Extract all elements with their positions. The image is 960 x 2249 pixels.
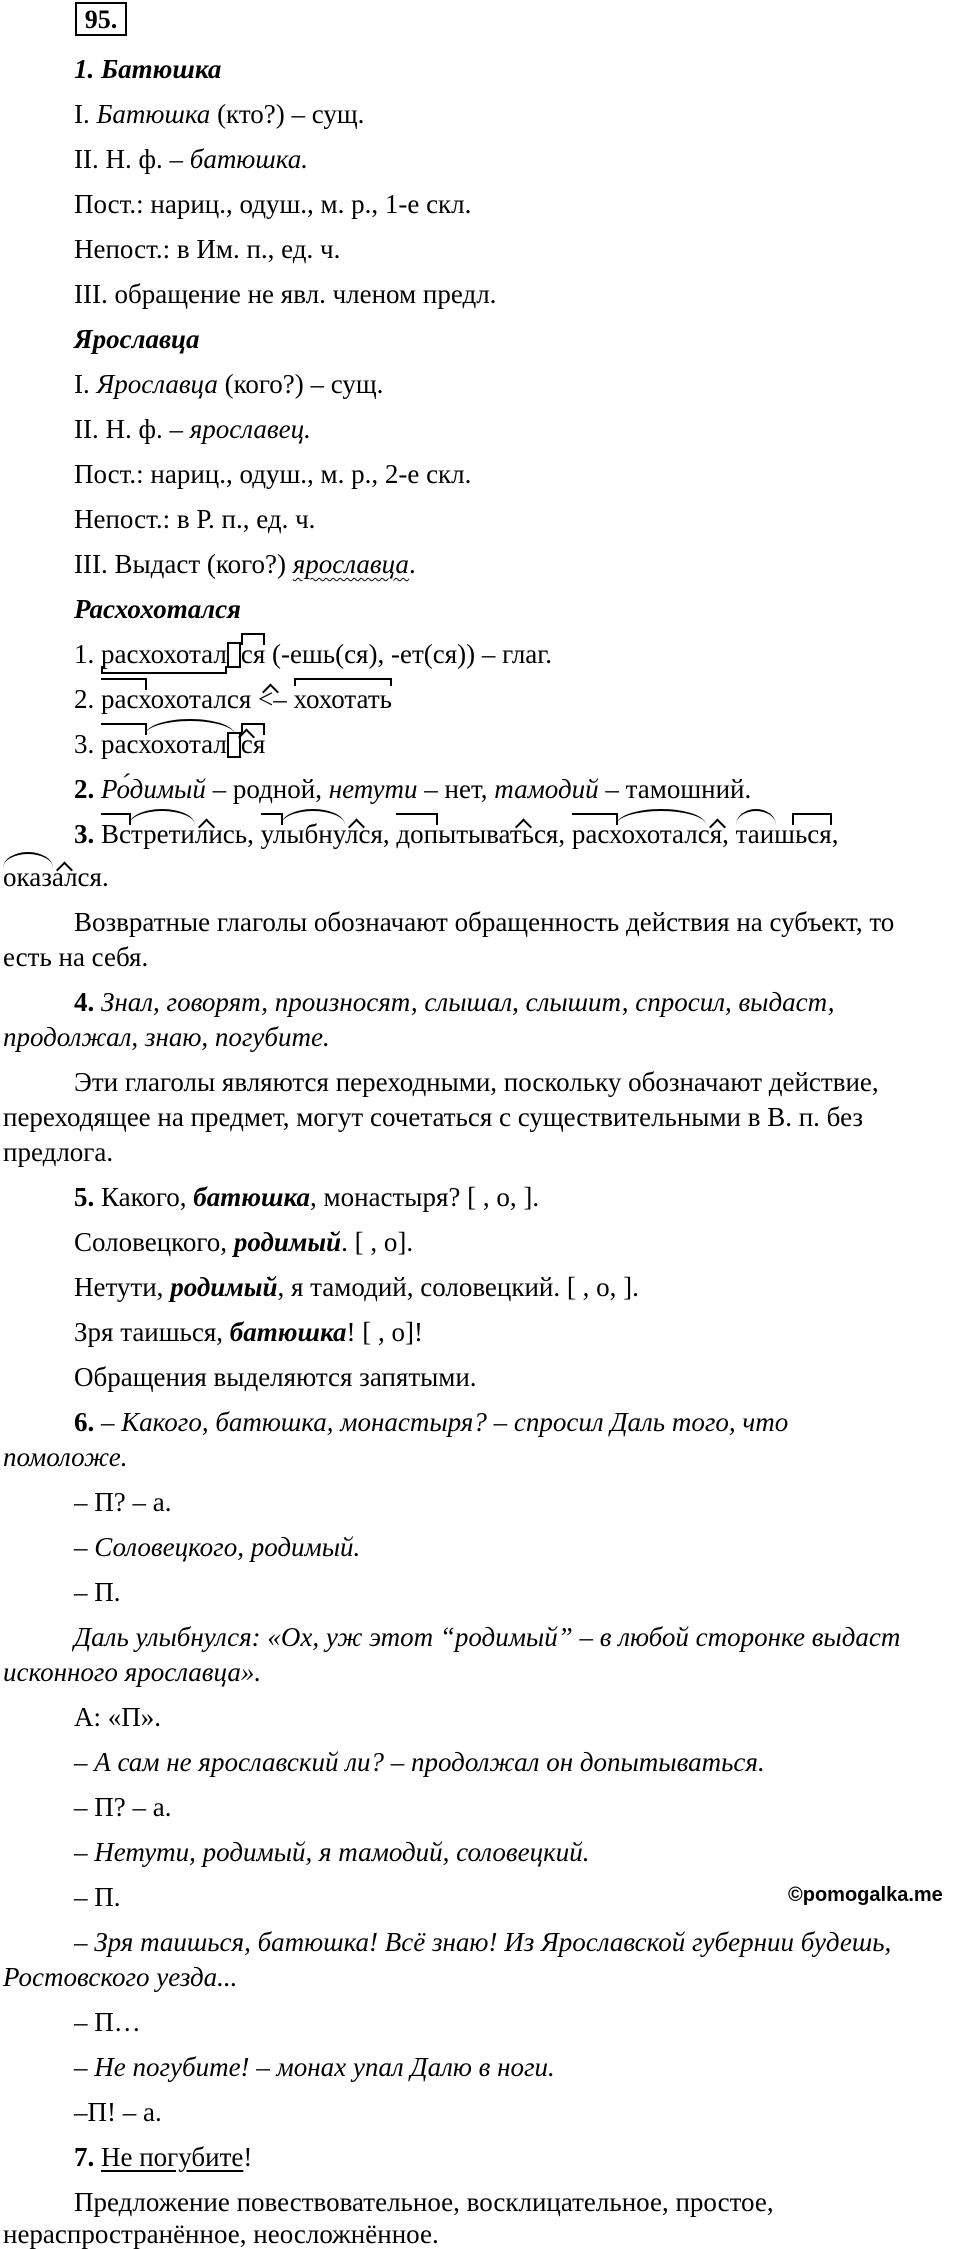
dialogue-line: – Не погубите! – монах упал Далю в ноги. <box>74 2052 555 2082</box>
dialogue-scheme: – П? – а. <box>74 1792 172 1822</box>
dialogue-scheme: – П? – а. <box>74 1487 172 1517</box>
dialogue-line: – Соловецкого, родимый. <box>74 1532 361 1562</box>
heading-batyushka: 1. Батюшка <box>74 54 222 84</box>
sentence-analysis: 7. Не погубите! <box>74 2142 253 2172</box>
dialogue-scheme: – П. <box>74 1882 121 1912</box>
line: Пост.: нариц., одуш., м. р., 1-е скл. <box>74 189 472 219</box>
paragraph-line: Возвратные глаголы обозначают обращенность действия на субъект, то <box>74 907 895 937</box>
paragraph-line: переходящее на предмет, могут сочетаться с существительными в В. п. без <box>3 1102 864 1132</box>
dialogue-line: – Нетути, родимый, я тамодий, соловецкий. <box>74 1837 590 1867</box>
scheme-line: 5. Какого, батюшка, монастыря? [ , о, ]. <box>74 1182 540 1212</box>
line: III. Выдаст (кого?) ярославца. <box>74 549 416 579</box>
line: II. Н. ф. – батюшка. <box>74 144 308 174</box>
line: I. Батюшка (кто?) – сущ. <box>74 99 365 129</box>
dialogue-scheme: – П. <box>74 1577 121 1607</box>
paragraph-line: предлога. <box>3 1137 114 1167</box>
word-stem: расхохотал <box>101 641 227 668</box>
line: II. Н. ф. – ярославец. <box>74 414 311 444</box>
paragraph-line: 4. Знал, говорят, произносят, слышал, слышит, спросил, выдаст, <box>74 987 835 1017</box>
word-formation-parse: 2. расхохотался <– хохотать <box>74 686 392 713</box>
reflexive-verbs-line-1: 3. Встретились, улыбнулся, допытываться, расхохотался, таишься, <box>74 821 838 848</box>
paragraph-line: Обращения выделяются запятыми. <box>74 1362 477 1392</box>
paragraph-line: нераспространённое, неосложнённое. <box>3 2219 439 2249</box>
line: Непост.: в Им. п., ед. ч. <box>74 234 341 264</box>
paragraph-line: Эти глаголы являются переходными, поскольку обозначают действие, <box>74 1067 879 1097</box>
reflexive-verbs-line-2: оказался. <box>3 864 109 891</box>
line: Пост.: нариц., одуш., м. р., 2-е скл. <box>74 459 472 489</box>
dialogue-line: Даль улыбнулся: «Ох, уж этот “родимый” – в любой сторонке выдаст <box>74 1622 901 1652</box>
dialogue-scheme: А: «П». <box>74 1702 161 1732</box>
line: I. Ярославца (кого?) – сущ. <box>74 369 384 399</box>
morphemic-parse: 1. расхохотал ся (-ешь(ся), -ет(ся)) – глаг. <box>74 641 552 668</box>
line: III. обращение не явл. членом предл. <box>74 279 497 309</box>
paragraph-line: продолжал, знаю, погубите. <box>3 1022 330 1052</box>
scheme-line: Нетути, родимый, я тамодий, соловецкий. [ , о, ]. <box>74 1272 639 1302</box>
dialogue-scheme: – П… <box>74 2007 141 2037</box>
dialogue-line: исконного ярославца». <box>3 1657 262 1687</box>
dialogue-scheme: –П! – а. <box>74 2097 162 2127</box>
dialogue-line: помоложе. <box>3 1442 128 1472</box>
morpheme-parse: 3. расхохотал ся <box>74 731 265 758</box>
dialogue-line: 6. – Какого, батюшка, монастыря? – спросил Даль того, что <box>74 1407 789 1437</box>
null-ending-box <box>227 642 241 668</box>
dialogue-line: – Зря таишься, батюшка! Всё знаю! Из Ярославской губернии будешь, <box>74 1927 892 1957</box>
heading-raskhokhotalsya: Расхохотался <box>74 594 241 624</box>
heading-yaroslavtsa: Ярославца <box>74 324 200 354</box>
scheme-line: Соловецкого, родимый. [ , о]. <box>74 1227 414 1257</box>
line: Непост.: в Р. п., ед. ч. <box>74 504 316 534</box>
paragraph-line: есть на себя. <box>3 942 149 972</box>
task-number: 95. <box>75 2 127 36</box>
scheme-line: Зря таишься, батюшка! [ , о]! <box>74 1317 423 1347</box>
paragraph-line: Предложение повествовательное, восклицательное, простое, <box>74 2187 774 2217</box>
dialect-words: 2. Ро́димый – родной, нетути – нет, тамодий – тамошний. <box>74 774 752 804</box>
dialogue-line: – А сам не ярославский ли? – продолжал он допытываться. <box>74 1747 765 1777</box>
dialogue-line: Ростовского уезда... <box>3 1962 238 1992</box>
watermark: ©pomogalka.me <box>788 1884 943 1906</box>
